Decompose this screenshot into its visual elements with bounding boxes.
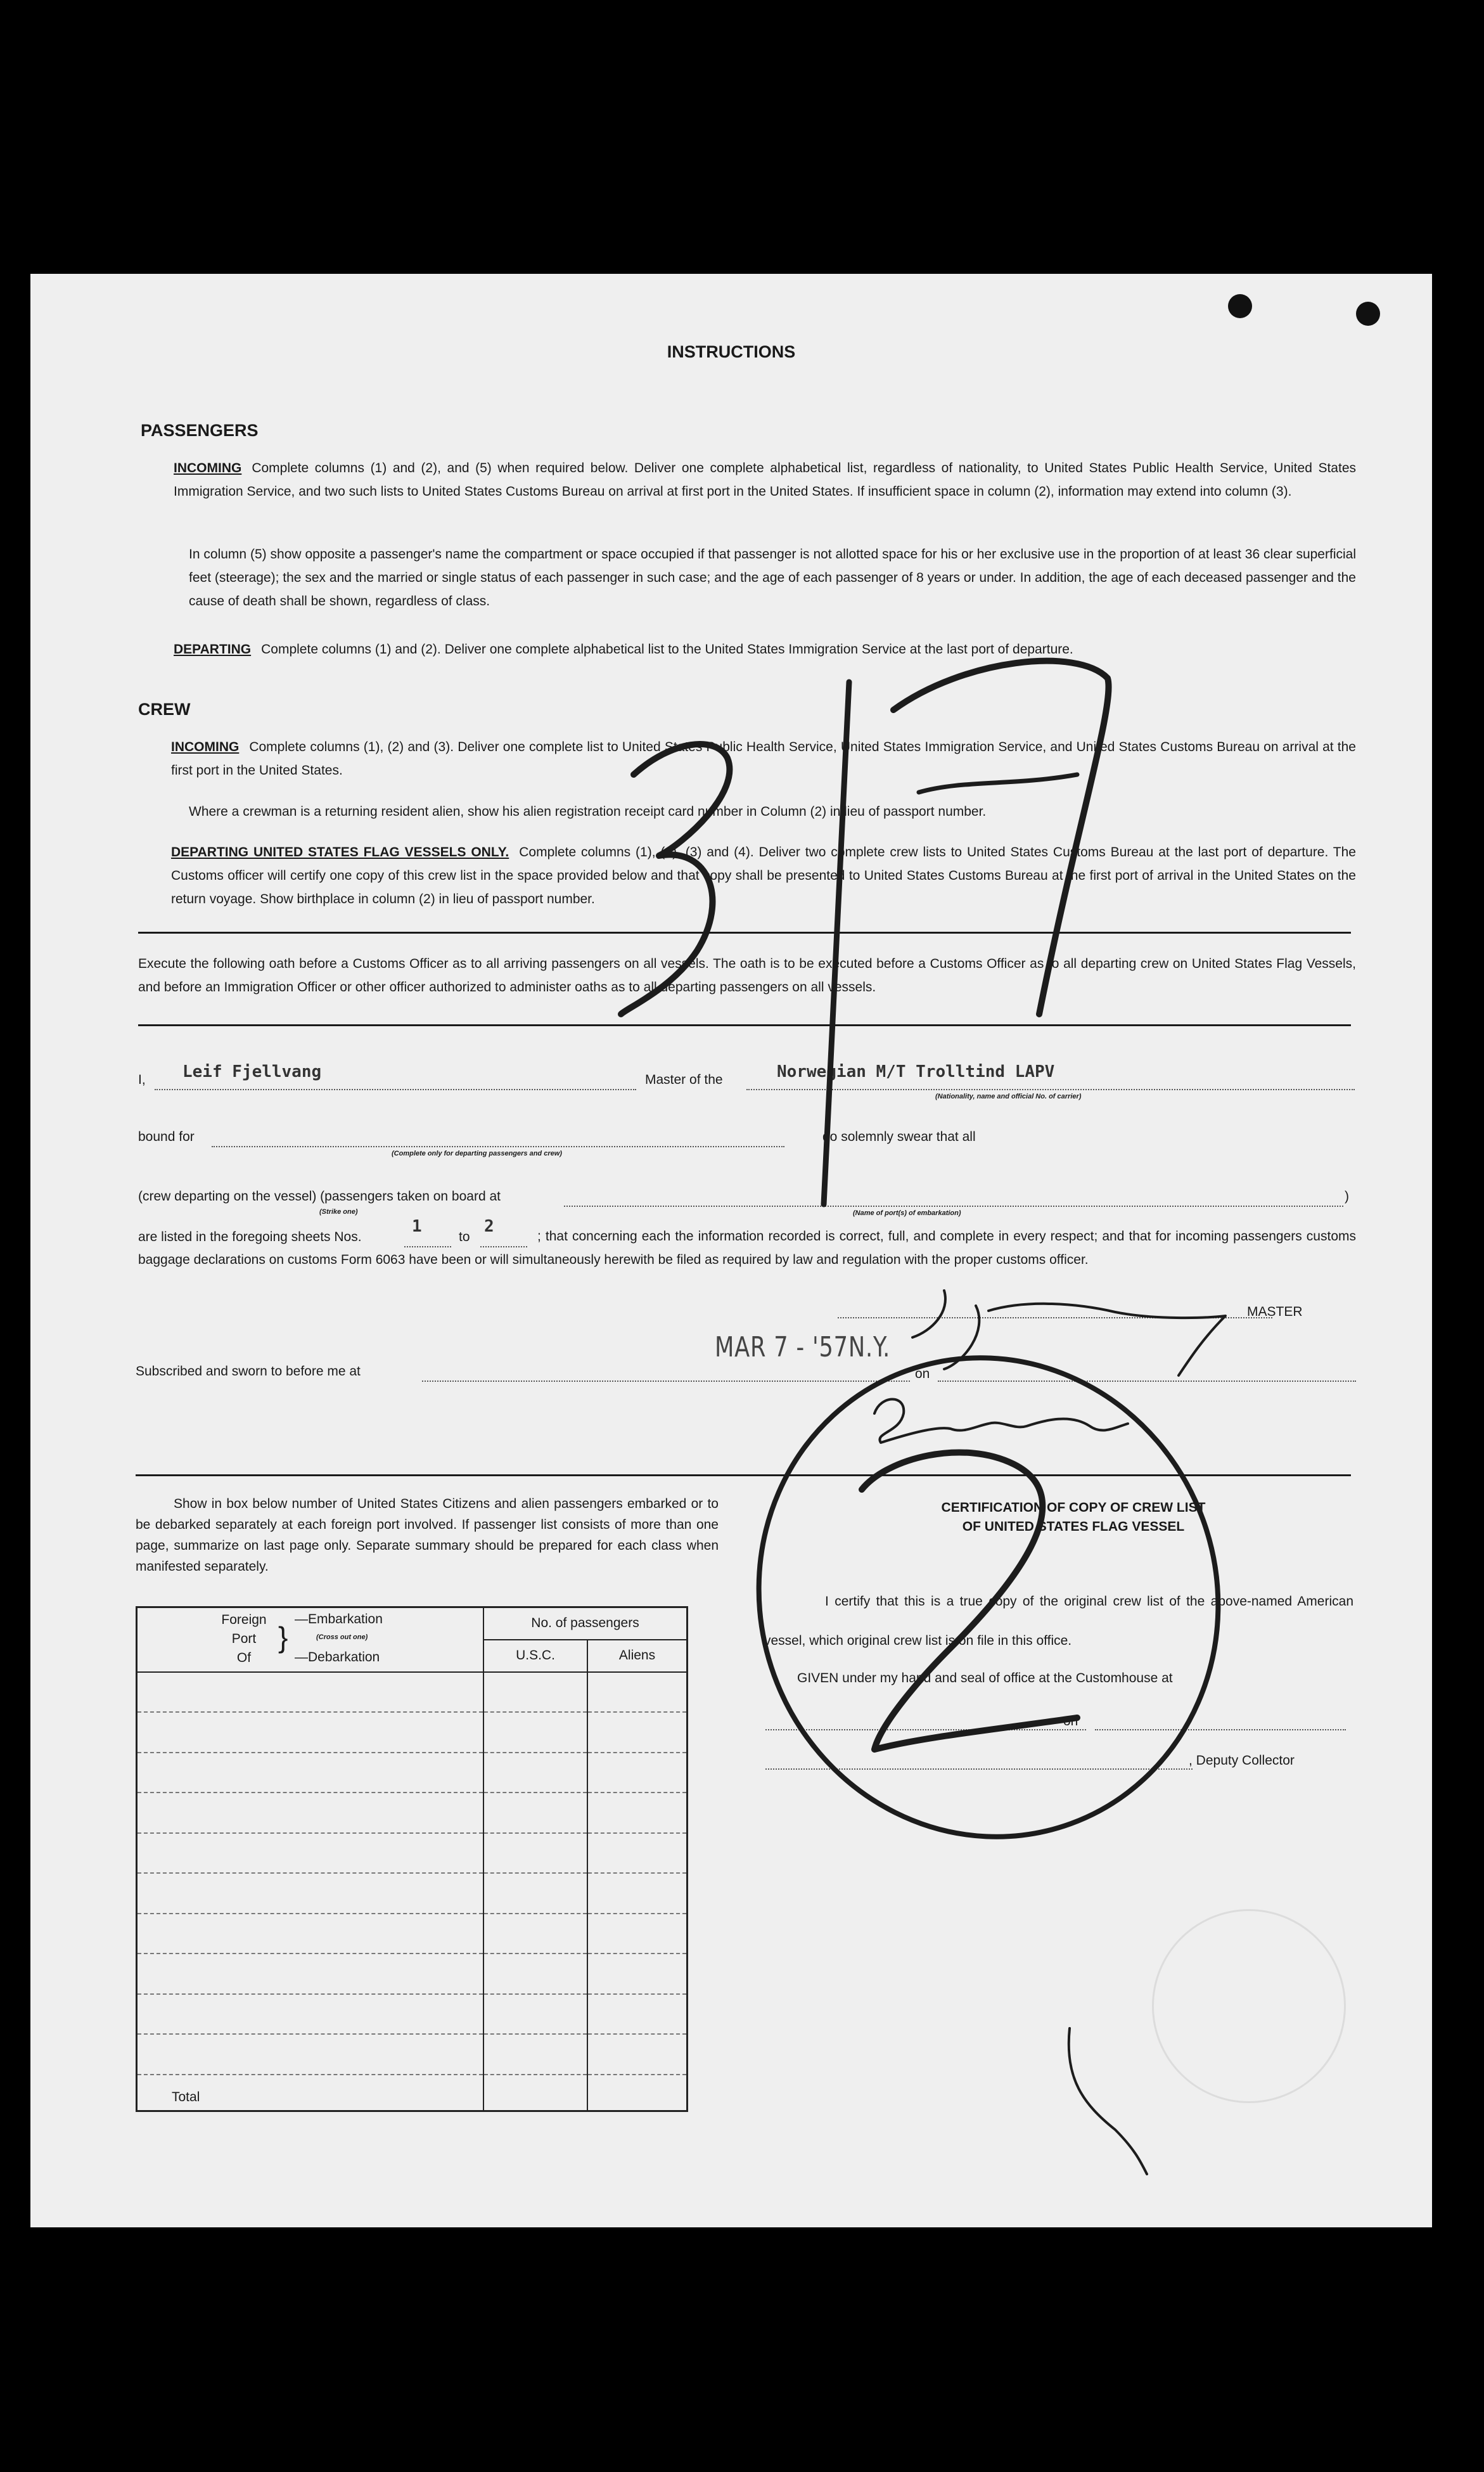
crew-heading: CREW	[138, 700, 191, 719]
usc-header: U.S.C.	[483, 1640, 587, 1672]
departing-text: Complete columns (1) and (2). Deliver one complete alphabetical list to the United States Immigration Service at the last port of departure.	[261, 642, 1073, 657]
sheet-to: 2	[484, 1217, 494, 1236]
vessel-note: (Nationality, name and official No. of carrier)	[935, 1093, 1082, 1100]
certification-given: GIVEN under my hand and seal of office at the Customhouse at	[797, 1671, 1173, 1685]
master-name: Leif Fjellvang	[182, 1062, 322, 1081]
certification-on-label: on	[1063, 1714, 1078, 1728]
crew-departing-label: (crew departing on the vessel) (passengers taken on board at	[138, 1189, 501, 1204]
master-signature	[912, 1291, 1225, 1375]
close-paren: )	[1345, 1189, 1349, 1204]
officer-signature	[874, 1400, 1128, 1443]
sheet-from: 1	[412, 1217, 422, 1236]
date-stamp: MAR 7 - '57N.Y.	[715, 1331, 891, 1363]
flag-vessels-text: Complete columns (1), (2), (3) and (4). Deliver two complete crew lists to United States Customs Bureau at the last port of departure. The Customs officer will certify one copy of this crew list in the space provided below and that copy shall be presented to United States Customs Bureau at the first port of arrival in the United States on the return voyage. Show birthplace in column (2) in lieu of passport number.	[171, 845, 1356, 906]
certification-text: I certify that this is a true copy of the original crew list of the above-named American vessel, which original crew list is on file in this office.	[764, 1594, 1353, 1648]
handwritten-circle	[692, 1293, 1286, 1902]
summary-instructions: Show in box below number of United States Citizens and alien passengers embarked or to be debarked separately at each foreign port involved. If passenger list consists of more than one page, summarize on last page only. Separate summary should be prepared for each class when manifested separately.	[136, 1497, 719, 1574]
resident-alien-paragraph: Where a crewman is a returning resident alien, show his alien registration receipt card number in Column (2) in lieu of passport number.	[189, 804, 987, 819]
strike-note: (Strike one)	[319, 1208, 358, 1216]
bound-for-note: (Complete only for departing passengers and crew)	[392, 1150, 562, 1157]
incoming-text: Complete columns (1) and (2), and (5) when required below. Deliver one complete alphabetical list, regardless of nationality, to United States Public Health Service, United States Immigration Service, and two such lists to United States Customs Bureau on arrival at first port in the United States. If insufficient space in column (2), information may extend into column (3).	[174, 461, 1356, 499]
handwritten-2	[862, 1452, 1077, 1749]
master-label: MASTER	[1247, 1304, 1303, 1319]
certification-title-line1: CERTIFICATION OF COPY OF CREW LIST	[941, 1500, 1206, 1515]
vessel-name: Norwegian M/T Trolltind LAPV	[777, 1062, 1055, 1081]
to-label: to	[459, 1230, 470, 1244]
aliens-header: Aliens	[587, 1640, 688, 1672]
debarkation-label: —Debarkation	[295, 1650, 380, 1664]
i-label: I,	[138, 1072, 146, 1087]
certification-title-line2: OF UNITED STATES FLAG VESSEL	[962, 1519, 1185, 1534]
swear-label: do solemnly swear that all	[822, 1130, 976, 1144]
handwritten-3	[621, 744, 729, 1014]
embarkation-label: —Embarkation	[295, 1612, 383, 1626]
crew-incoming-lead: INCOMING	[171, 740, 240, 754]
port-note: (Name of port(s) of embarkation)	[853, 1209, 961, 1217]
deputy-collector-label: , Deputy Collector	[1189, 1753, 1295, 1768]
flag-vessels-lead: DEPARTING UNITED STATES FLAG VESSELS ONLY.	[171, 845, 509, 859]
handwritten-7-bar	[919, 775, 1077, 792]
master-of-label: Master of the	[645, 1072, 723, 1087]
foreign-label: Foreign	[221, 1613, 267, 1627]
page-title: INSTRUCTIONS	[667, 342, 796, 361]
total-label: Total	[172, 2090, 200, 2104]
departing-lead: DEPARTING	[174, 642, 252, 657]
oath-intro: Execute the following oath before a Customs Officer as to all arriving passengers on all vessels. The oath is to be executed before a Customs Officer as to all departing crew on United States Flag Vessels, and before an Immigration Officer or other officer authorized to administer oaths as to all departing passengers on all vessels.	[138, 956, 1356, 995]
column5-paragraph: In column (5) show opposite a passenger's name the compartment or space occupied if that passenger is not allotted space for his or her exclusive use in the proportion of at least 36 clear superficial feet (steerage); the sex and the married or single status of each passenger in such case; and the age of each passenger of 8 years or under. In addition, the age of each deceased passenger and the cause of death shall be shown, regardless of class.	[189, 547, 1356, 608]
cross-out-note: (Cross out one)	[316, 1633, 368, 1641]
handwritten-7	[893, 661, 1109, 1014]
handwritten-1	[824, 682, 849, 1204]
pencil-mark	[1069, 2028, 1147, 2174]
passengers-heading: PASSENGERS	[141, 421, 259, 440]
brace-glyph: }	[278, 1621, 288, 1654]
bound-for-label: bound for	[138, 1130, 195, 1144]
on-label: on	[915, 1367, 930, 1381]
port-label: Port	[231, 1632, 257, 1646]
listed-label: are listed in the foregoing sheets Nos.	[138, 1230, 362, 1244]
incoming-lead: INCOMING	[174, 461, 242, 475]
of-label: Of	[236, 1651, 252, 1665]
subscribed-label: Subscribed and sworn to before me at	[136, 1364, 361, 1379]
crew-incoming-text: Complete columns (1), (2) and (3). Deliver one complete list to United States Public Health Service, United States Immigration Service, and United States Customs Bureau on arrival at the first port in the United States.	[171, 740, 1356, 778]
listed-rest: ; that concerning each the information recorded is correct, full, and complete in every respect; and that for incoming passengers customs baggage declarations on customs Form 6063 have been or will simultaneously herewith be filed as required by law and regulation with the proper customs officer.	[138, 1229, 1356, 1267]
no-passengers-header: No. of passengers	[483, 1607, 688, 1640]
